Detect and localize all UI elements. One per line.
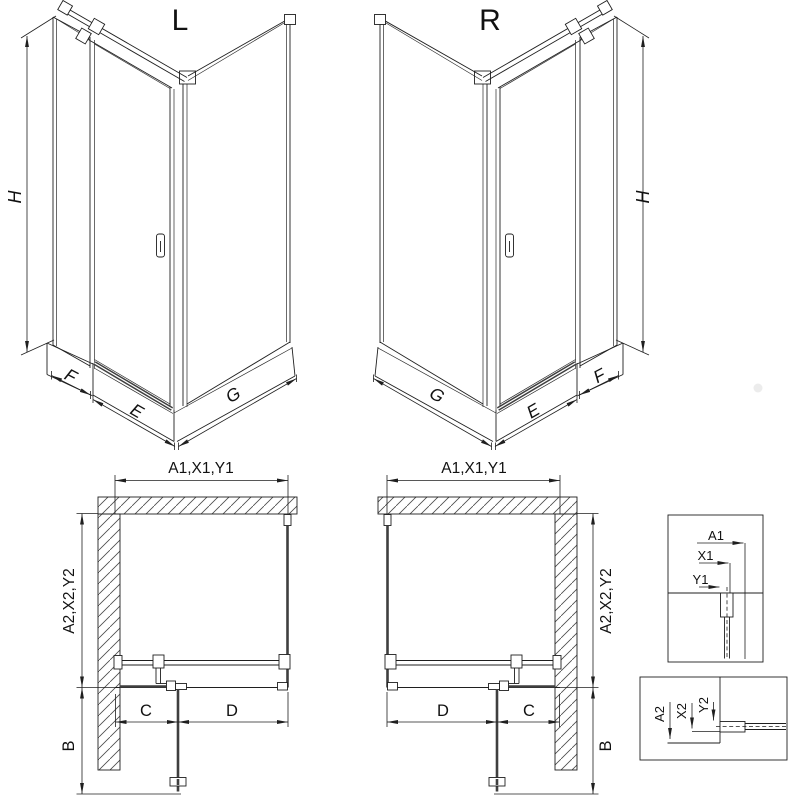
dim-label-side-right: F	[589, 364, 609, 388]
plan-right-wall-section-label: C	[523, 702, 535, 720]
plan-right-depth-label: A2,X2,Y2	[598, 568, 615, 634]
detail-width-mid-label: X1	[697, 548, 714, 563]
dim-label-front-right: E	[522, 399, 544, 423]
plan-right-wall-hatch	[378, 497, 577, 770]
variant-label-left: L	[171, 4, 189, 37]
variant-label-right: R	[479, 4, 501, 37]
detail-depth-outer-label: A2	[652, 706, 667, 722]
iso-view-left-linework	[21, 0, 297, 450]
dim-label-side-left: F	[61, 364, 81, 388]
iso-view-right-linework	[374, 0, 650, 450]
watermark-dot	[754, 384, 763, 393]
detail-depth-mid-label: X2	[674, 703, 689, 719]
plan-right-door-section-label: D	[437, 702, 449, 720]
detail-depth-glass-label: Y2	[696, 697, 711, 713]
plan-right-width-label: A1,X1,Y1	[441, 460, 507, 477]
detail-width-outer-label: A1	[708, 528, 724, 543]
dim-label-height-right: H	[633, 190, 653, 204]
plan-left-wall-hatch	[98, 497, 297, 770]
dim-label-return-right: G	[426, 382, 448, 407]
plan-left-width-label: A1,X1,Y1	[168, 460, 234, 477]
plan-right-door-swing-label: B	[597, 740, 615, 752]
plan-left-wall-section-label: C	[140, 702, 152, 720]
plan-left-door-section-label: D	[226, 702, 238, 720]
dim-label-front-left: E	[126, 399, 148, 423]
dim-label-return-left: G	[222, 382, 244, 407]
detail-width-glass-label: Y1	[692, 572, 709, 587]
plan-left-depth-label: A2,X2,Y2	[61, 568, 78, 634]
plan-left-door-swing-label: B	[60, 740, 78, 752]
dim-label-height-left: H	[5, 190, 25, 204]
